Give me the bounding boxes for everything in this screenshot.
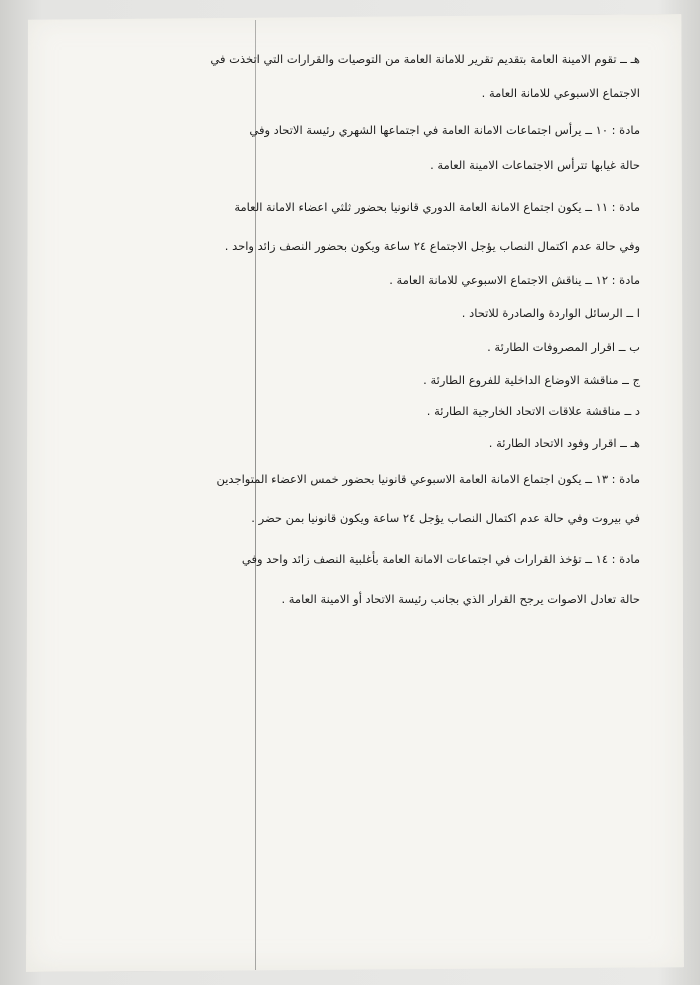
text-line-12: هـ ــ اقرار وفود الاتحاد الطارئة . [488, 436, 640, 450]
text-line-3: مادة : ١٠ ــ يرأس اجتماعات الامانة العامة في اجتماعها الشهري رئيسة الاتحاد وفي [249, 123, 640, 137]
text-line-9: ب ــ اقرار المصروفات الطارئة . [487, 340, 640, 354]
text-line-1: هـ ــ تقوم الامينة العامة بتقديم تقرير للامانة العامة من التوصيات والقرارات التي اتخذت في [210, 52, 640, 66]
text-line-4: حالة غيابها تترأس الاجتماعات الامينة العامة . [430, 158, 640, 172]
text-line-2: الاجتماع الاسبوعي للامانة العامة . [481, 86, 640, 100]
text-line-13: مادة : ١٣ ــ يكون اجتماع الامانة العامة الاسبوعي قانونيا بحضور خمس الاعضاء المتواجدين [216, 472, 640, 486]
text-line-14: في بيروت وفي حالة عدم اكتمال النصاب يؤجل ٢٤ ساعة ويكون قانونيا بمن حضر . [251, 511, 640, 525]
text-line-15: مادة : ١٤ ــ تؤخذ القرارات في اجتماعات الامانة العامة بأغلبية النصف زائد واحد وفي [241, 552, 640, 566]
text-line-5: مادة : ١١ ــ يكون اجتماع الامانة العامة الدوري قانونيا بحضور ثلثي اعضاء الامانة العامة [234, 200, 640, 214]
text-line-7: مادة : ١٢ ــ يناقش الاجتماع الاسبوعي للامانة العامة . [389, 273, 640, 287]
text-line-6: وفي حالة عدم اكتمال النصاب يؤجل الاجتماع ٢٤ ساعة ويكون بحضور النصف زائد واحد . [224, 239, 640, 253]
text-line-10: ج ــ مناقشة الاوضاع الداخلية للفروع الطارئة . [423, 373, 640, 387]
text-line-11: د ــ مناقشة علاقات الاتحاد الخارجية الطارئة . [426, 404, 640, 418]
text-line-8: ا ــ الرسائل الواردة والصادرة للاتحاد . [461, 306, 640, 320]
text-line-16: حالة تعادل الاصوات يرجح القرار الذي بجانب رئيسة الاتحاد أو الامينة العامة . [281, 592, 640, 606]
